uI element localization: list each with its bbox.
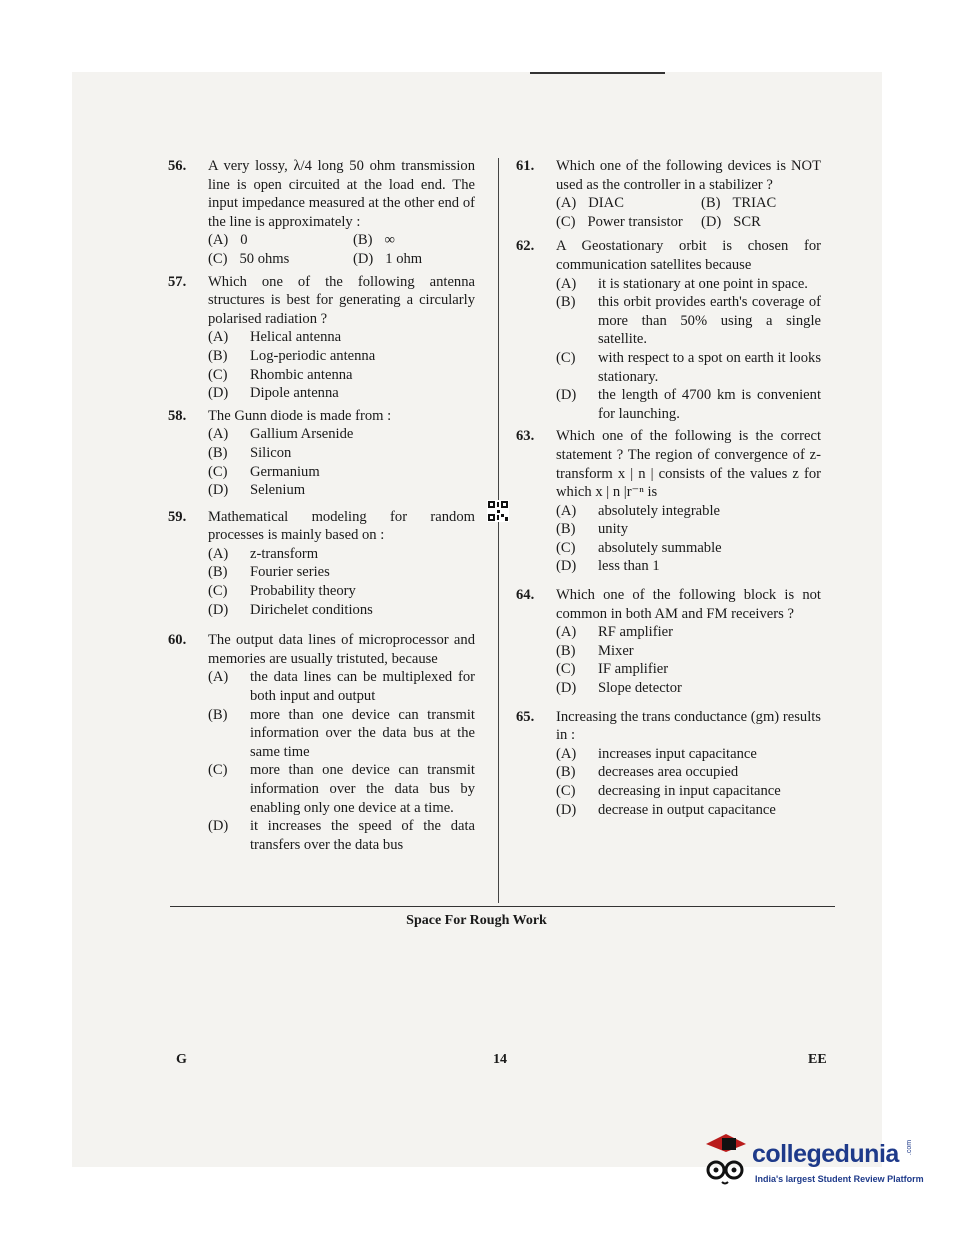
question-number: 62. <box>516 238 535 255</box>
option-text: increases input capacitance <box>598 745 757 762</box>
option-text: Germanium <box>250 463 320 480</box>
option-label: (D) <box>208 482 229 499</box>
option <box>556 623 821 642</box>
option-pair-row <box>208 231 475 250</box>
option-label: (D) <box>556 558 577 575</box>
question-item <box>516 157 821 231</box>
option-text: 50 ohms <box>239 250 290 267</box>
option-pair-row <box>208 250 475 269</box>
option <box>556 745 821 764</box>
option <box>208 817 475 854</box>
option-text: it is stationary at one point in space. <box>598 275 808 292</box>
option-label: (B) <box>556 764 576 781</box>
question-stem: A very lossy, λ/4 long 50 ohm transmission line is open circuited at the load end. The input impedance measured at the other end of the line is approximately : <box>208 158 475 230</box>
option-label: (B) <box>701 195 721 212</box>
option-text: Log-periodic antenna <box>250 347 376 364</box>
question-number: 57. <box>168 273 187 290</box>
column-divider <box>498 158 499 903</box>
rough-work-label: Space For Rough Work <box>406 913 547 928</box>
option-label: (D) <box>556 801 577 818</box>
option <box>208 250 353 269</box>
option-label: (A) <box>208 669 229 686</box>
option-text: less than 1 <box>598 558 660 575</box>
question-stem: Which one of the following devices is NOT used as the controller in a stabilizer ? <box>556 158 821 193</box>
option-text: TRIAC <box>732 195 777 212</box>
option <box>208 582 475 601</box>
option-label: (A) <box>208 545 229 562</box>
option-text: Slope detector <box>598 680 682 697</box>
left-column <box>168 157 475 858</box>
option <box>353 250 422 269</box>
option-label: (A) <box>208 329 229 346</box>
option-label: (C) <box>556 539 576 556</box>
option <box>556 763 821 782</box>
question-item <box>168 407 475 500</box>
option-label: (B) <box>208 347 228 364</box>
footer-subject-code: EE <box>808 1052 827 1067</box>
option-label: (D) <box>208 385 229 402</box>
option-text: Dirichelet conditions <box>250 601 373 618</box>
question-number: 65. <box>516 708 535 725</box>
option <box>556 642 821 661</box>
option-text: Power transistor <box>587 213 683 230</box>
option <box>208 347 475 366</box>
footer-series: G <box>176 1052 187 1067</box>
option-text: absolutely integrable <box>598 502 720 519</box>
option-label: (A) <box>556 502 577 519</box>
question-item <box>516 586 821 698</box>
option <box>701 194 776 213</box>
option-label: (B) <box>556 521 576 538</box>
option <box>208 668 475 705</box>
option-text: SCR <box>733 213 761 230</box>
option-text: IF amplifier <box>598 661 669 678</box>
option-label: (C) <box>556 349 576 366</box>
option-label: (D) <box>556 680 577 697</box>
option-text: 0 <box>240 232 248 249</box>
option <box>556 801 821 820</box>
option-text: Probability theory <box>250 583 356 600</box>
option <box>208 384 475 403</box>
question-number: 58. <box>168 407 187 424</box>
top-rule <box>530 72 665 74</box>
option-label: (C) <box>556 783 576 799</box>
question-stem: The Gunn diode is made from : <box>208 407 392 424</box>
option-text: RF amplifier <box>598 624 673 641</box>
option <box>208 481 475 500</box>
option-label: (D) <box>701 213 722 230</box>
option <box>208 366 475 385</box>
option-text: Gallium Arsenide <box>250 426 354 443</box>
option <box>701 213 761 232</box>
question-stem: Which one of the following block is not common in both AM and FM receivers ? <box>556 587 821 622</box>
question-item <box>516 427 821 576</box>
option-text: 1 ohm <box>385 250 423 267</box>
option <box>208 545 475 564</box>
option <box>208 601 475 620</box>
option-text: decreases area occupied <box>598 764 739 781</box>
logo-name: collegedunia <box>752 1140 899 1168</box>
question-stem: Which one of the following antenna structures is best for generating a circularly polarised radiation ? <box>208 273 475 327</box>
option <box>208 563 475 582</box>
question-number: 59. <box>168 508 187 525</box>
option-text: z-transform <box>250 545 319 562</box>
question-number: 64. <box>516 587 535 604</box>
option-label: (D) <box>556 387 577 404</box>
option <box>556 386 821 423</box>
option <box>556 660 821 679</box>
option-label: (C) <box>208 250 228 267</box>
option-label: (A) <box>208 232 229 249</box>
option-pair-row <box>556 194 821 213</box>
question-item <box>516 237 821 423</box>
question-item <box>168 508 475 620</box>
option-text: with respect to a spot on earth it looks stationary. <box>598 349 821 385</box>
option-label: (D) <box>208 601 229 618</box>
bottom-rule <box>170 906 835 907</box>
option <box>556 502 821 521</box>
option-label: (A) <box>556 624 577 641</box>
option <box>208 328 475 347</box>
option-label: (B) <box>353 232 373 249</box>
option-label: (C) <box>208 463 228 480</box>
option-label: (B) <box>208 564 228 581</box>
option-text: Silicon <box>250 444 292 461</box>
option-text: more than one device can transmit information over the data bus at the same time <box>250 706 475 760</box>
option-label: (C) <box>556 213 576 230</box>
option-text: more than one device can transmit information over the data bus by enabling only one device at a time. <box>250 762 475 816</box>
question-stem: Increasing the trans conductance (gm) results in : <box>556 708 821 744</box>
option <box>556 520 821 539</box>
right-column <box>516 157 821 823</box>
question-number: 56. <box>168 158 187 174</box>
option-text: this orbit provides earth's coverage of more than 50% using a single satellite. <box>598 294 821 348</box>
option <box>208 761 475 817</box>
logo-tagline: India's largest Student Review Platform <box>755 1174 924 1184</box>
option-text: decreasing in input capacitance <box>598 783 781 799</box>
option-label: (A) <box>556 275 577 292</box>
option-label: (B) <box>208 444 228 461</box>
option-label: (B) <box>208 706 228 723</box>
collegedunia-logo[interactable] <box>700 1130 930 1190</box>
option <box>208 706 475 762</box>
question-item <box>516 708 821 820</box>
option <box>353 231 395 250</box>
question-number: 60. <box>168 632 187 649</box>
option-text: Selenium <box>250 482 306 499</box>
option-text: ∞ <box>384 232 395 249</box>
option-text: the length of 4700 km is convenient for launching. <box>598 387 821 422</box>
option-label: (D) <box>353 250 374 267</box>
option <box>556 213 701 232</box>
option-label: (A) <box>556 745 577 762</box>
option <box>208 231 353 250</box>
option-text: Helical antenna <box>250 329 342 346</box>
question-number: 61. <box>516 158 535 174</box>
qr-code-icon <box>487 500 509 522</box>
option-label: (C) <box>208 583 228 600</box>
question-stem: Which one of the following is the correct statement ? The region of convergence of z-transform x | n | consists of the values z for which x | n |r⁻ⁿ is <box>556 428 821 501</box>
option <box>556 557 821 576</box>
option <box>556 293 821 349</box>
option-text: DIAC <box>588 195 624 212</box>
question-item <box>168 157 475 269</box>
option-label: (A) <box>208 426 229 443</box>
option-text: decrease in output capacitance <box>598 801 776 818</box>
option-label: (B) <box>556 294 576 311</box>
question-stem: A Geostationary orbit is chosen for communication satellites because <box>556 238 821 273</box>
question-item <box>168 273 475 403</box>
option-label: (D) <box>208 818 229 835</box>
option-text: absolutely summable <box>598 539 722 556</box>
option <box>556 275 821 294</box>
logo-com: .com <box>906 1139 914 1156</box>
option <box>556 194 701 213</box>
option-label: (C) <box>556 661 576 678</box>
question-item <box>168 631 475 854</box>
question-stem: Mathematical modeling for random processes is mainly based on : <box>208 508 475 544</box>
option-label: (B) <box>556 642 576 659</box>
question-number: 63. <box>516 428 535 445</box>
question-stem: The output data lines of microprocessor and memories are usually tristuted, because <box>208 632 475 667</box>
option <box>208 425 475 444</box>
option <box>208 463 475 482</box>
option-text: Dipole antenna <box>250 385 339 402</box>
option-text: the data lines can be multiplexed for both input and output <box>250 669 475 705</box>
option-label: (A) <box>556 195 577 212</box>
option <box>556 679 821 698</box>
option-text: Mixer <box>598 642 634 659</box>
option-label: (C) <box>208 366 228 383</box>
option-text: unity <box>598 521 628 538</box>
option <box>556 782 821 801</box>
page-number: 14 <box>493 1052 507 1067</box>
option <box>556 539 821 558</box>
option <box>556 349 821 386</box>
graduate-mascot-icon <box>700 1130 750 1186</box>
option-text: Fourier series <box>250 564 330 581</box>
option-text: Rhombic antenna <box>250 366 353 383</box>
option-text: it increases the speed of the data transfers over the data bus <box>250 818 475 853</box>
option-pair-row <box>556 213 821 232</box>
option <box>208 444 475 463</box>
option-label: (C) <box>208 762 228 779</box>
